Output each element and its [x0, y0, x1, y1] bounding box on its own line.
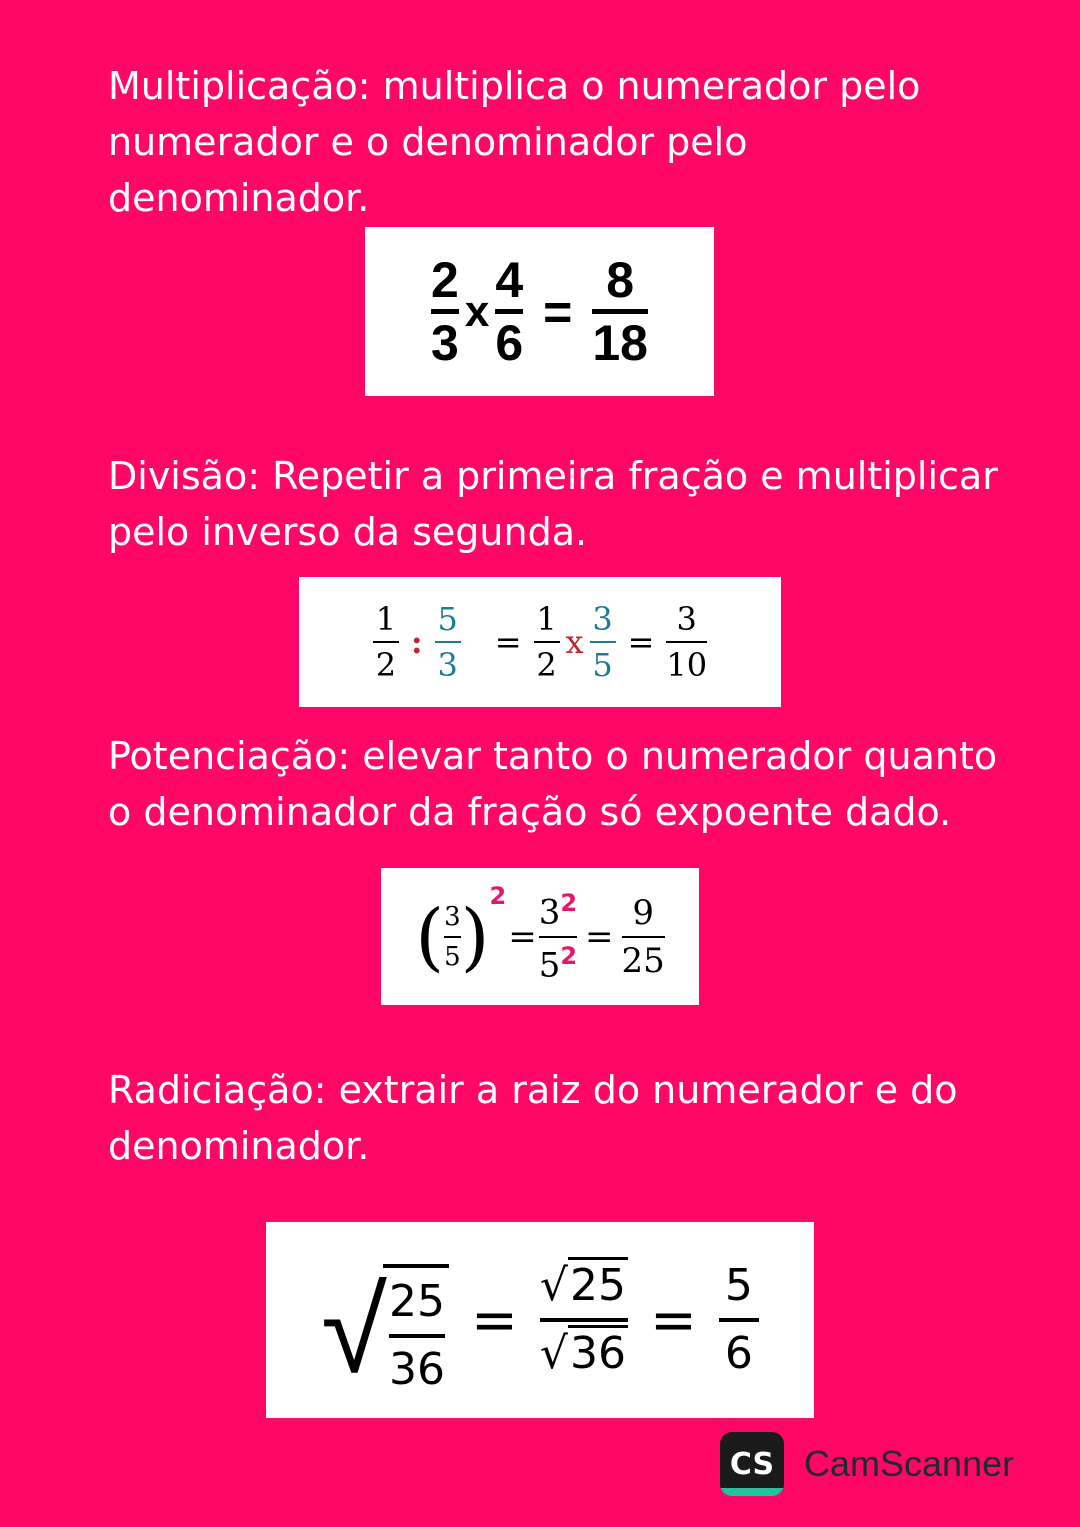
exponent: 2 [489, 882, 507, 910]
numerator: $3^2$ [538, 889, 578, 933]
division-equation [299, 577, 781, 707]
equals-sign: = [508, 916, 537, 957]
fraction-b [538, 889, 578, 985]
denominator: 2 [375, 646, 397, 684]
numerator: 1 [536, 600, 557, 638]
multiply-sign: x [464, 286, 490, 336]
numerator: 4 [495, 252, 524, 308]
power-equation [381, 868, 699, 1005]
camscanner-watermark [720, 1432, 1014, 1496]
fraction-a [444, 901, 461, 972]
camscanner-logo-icon: CS [720, 1432, 784, 1496]
fraction-a [388, 1276, 445, 1395]
denominator: 10 [666, 646, 708, 684]
close-paren: ) [460, 893, 490, 980]
equals-sign: = [543, 283, 573, 340]
fraction-a [373, 600, 399, 684]
division-text: Divisão: Repetir a primeira fração e multiplicar pelo inverso da segunda. [108, 454, 998, 554]
power-text: Potenciação: elevar tanto o numerador quanto o denominador da fração só expoente dado. [108, 734, 998, 834]
denominator: $5^2$ [538, 941, 578, 985]
multiply-sign: x [565, 623, 584, 661]
multiplication-text: Multiplicação: multiplica o numerador pelo numerador e o denominador pelo denominador. [108, 64, 921, 220]
fraction-result [719, 1260, 759, 1379]
numerator: 1 [375, 600, 397, 638]
fraction-b [435, 600, 461, 684]
fraction-a [429, 252, 461, 371]
divide-sign: : [410, 623, 423, 661]
equals-sign: = [627, 623, 655, 661]
exponent: 2 [560, 941, 578, 970]
numerator: 25 [388, 1276, 445, 1327]
denominator: 2 [536, 646, 557, 684]
fraction-result [666, 600, 708, 684]
numerator: 3 [676, 600, 697, 638]
root-equation [266, 1222, 814, 1418]
exponent: 2 [560, 889, 578, 918]
denominator: 18 [592, 315, 648, 371]
fraction-result [621, 892, 665, 981]
denominator: 5 [592, 646, 613, 684]
denominator: 5 [444, 941, 461, 972]
denominator: 25 [621, 940, 665, 981]
numerator: 3 [444, 901, 461, 932]
fraction-d [590, 600, 616, 684]
numerator: 3 [592, 600, 613, 638]
numerator: 9 [632, 892, 654, 933]
sqrt-of-fraction [321, 1248, 449, 1401]
open-paren: ( [415, 893, 445, 980]
equals-sign: = [585, 916, 614, 957]
radical-sign: √ [321, 1262, 387, 1401]
equals-sign: = [470, 1287, 518, 1353]
numerator: 5 [724, 1260, 753, 1311]
multiplication-equation [365, 227, 714, 396]
camscanner-label: CamScanner [804, 1443, 1015, 1484]
denominator: √36 [540, 1332, 628, 1376]
denominator: 3 [437, 646, 458, 684]
denominator: 36 [388, 1344, 445, 1395]
denominator: 6 [495, 315, 524, 371]
fraction-b [493, 252, 525, 371]
radicand [383, 1264, 449, 1395]
denominator: 3 [431, 315, 459, 371]
fraction-c [534, 600, 560, 684]
numerator: √25 [540, 1264, 628, 1308]
numerator: 8 [606, 252, 635, 308]
denominator: 6 [724, 1328, 753, 1379]
numerator: 2 [431, 252, 459, 308]
root-text: Radiciação: extrair a raiz do numerador e do denominador. [108, 1068, 958, 1168]
equals-sign: = [494, 623, 522, 661]
fraction-result [590, 252, 650, 371]
numerator: 5 [437, 600, 458, 638]
equals-sign: = [649, 1287, 697, 1353]
fraction-b [539, 1260, 628, 1379]
